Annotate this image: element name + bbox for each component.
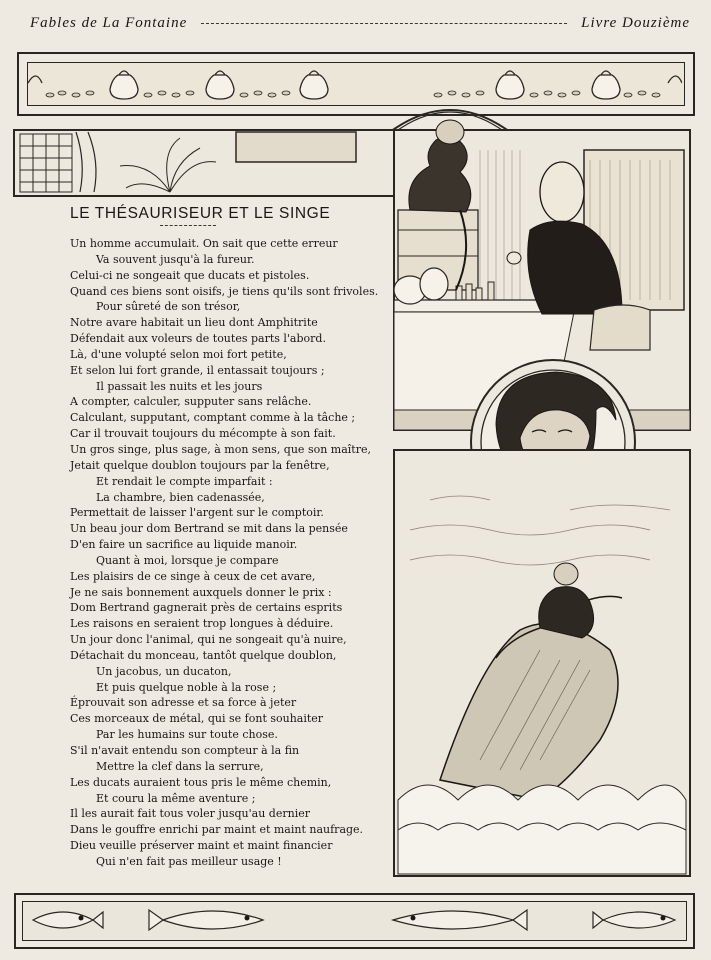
- verse-line: Par les humains sur toute chose.: [96, 728, 278, 742]
- verse-line: Un homme accumulait. On sait que cette erreur: [70, 237, 338, 250]
- verse-line: Car il trouvait toujours du mécompte à son fait.: [70, 427, 336, 441]
- verse-line: Notre avare habitait un lieu dont Amphitrite: [70, 316, 318, 330]
- bottom-ornament-band: [14, 893, 695, 949]
- verse-line: Les ducats auraient tous pris le même chemin,: [70, 775, 332, 789]
- verse-line: Un jacobus, un ducaton,: [96, 664, 232, 678]
- fable-text-block: [60, 205, 390, 870]
- verse-line: Détachait du monceau, tantôt quelque doublon,: [70, 648, 337, 662]
- verse-line: Va souvent jusqu'à la fureur.: [96, 252, 255, 266]
- verse-line: Dans le gouffre enrichi par maint et maint naufrage.: [70, 823, 364, 837]
- header-volume-title: Livre Douzième: [581, 14, 690, 31]
- verse-line: Et puis quelque noble à la rose ;: [96, 680, 277, 694]
- verse-list: [60, 236, 390, 870]
- verse-line: D'en faire un sacrifice au liquide manoir.: [70, 538, 298, 552]
- armchair-icon: [590, 305, 650, 350]
- verse-line: Calculant, supputant, comptant comme à la tâche ;: [70, 411, 356, 425]
- fish-frieze: [22, 901, 687, 941]
- verse-line: Et selon lui fort grande, il entassait toujours ;: [70, 363, 325, 377]
- verse-line: Qui n'en fait pas meilleur usage !: [96, 854, 282, 868]
- running-header: [30, 12, 690, 34]
- verse-line: Quand ces biens sont oisifs, je tiens qu'ils sont frivoles.: [70, 284, 379, 298]
- verse-line: Celui-ci ne songeait que ducats et pistoles.: [70, 268, 310, 282]
- verse-line: Dieu veuille préserver maint et maint financier: [70, 839, 333, 853]
- verse-line: Un gros singe, plus sage, à mon sens, que son maître,: [70, 442, 371, 456]
- verse-line: La chambre, bien cadenassée,: [96, 490, 265, 504]
- verse-line: Un jour donc l'animal, qui ne songeait qu'à nuire,: [70, 633, 347, 647]
- verse-line: Il passait les nuits et les jours: [96, 379, 263, 393]
- verse-line: Là, d'une volupté selon moi fort petite,: [70, 347, 287, 361]
- header-book-title: Fables de La Fontaine: [30, 14, 188, 31]
- verse-line: Mettre la clef dans la serrure,: [96, 759, 264, 773]
- verse-line: Et couru la même aventure ;: [96, 791, 256, 805]
- fish-icon: [33, 912, 93, 928]
- wall-painting-icon: [236, 132, 356, 162]
- verse-line: Ces morceaux de métal, qui se font souhaiter: [70, 712, 324, 726]
- verse-line: Jetait quelque doublon toujours par la fenêtre,: [70, 458, 330, 472]
- fish-icon: [393, 911, 513, 929]
- verse-line: Défendait aux voleurs de toutes parts l'abord.: [70, 332, 326, 346]
- verse-line: Quant à moi, lorsque je compare: [96, 553, 279, 567]
- fable-title: LE THÉSAURISEUR ET LE SINGE: [70, 205, 331, 222]
- verse-line: Il les aurait fait tous voler jusqu'au dernier: [70, 807, 310, 821]
- verse-line: A compter, calculer, supputer sans relâche.: [70, 395, 312, 409]
- verse-line: Les plaisirs de ce singe à ceux de cet avare,: [70, 569, 316, 583]
- verse-line: Un beau jour dom Bertrand se mit dans la pensée: [70, 522, 348, 536]
- verse-line: Pour sûreté de son trésor,: [96, 300, 241, 314]
- verse-line: Les raisons en seraient trop longues à déduire.: [70, 617, 334, 631]
- header-dashed-rule: [201, 23, 567, 24]
- verse-line: Permettait de laisser l'argent sur le comptoir.: [70, 506, 324, 520]
- verse-line: S'il n'avait entendu son compteur à la fin: [70, 744, 300, 757]
- verse-line: Éprouvait son adresse et sa force à jeter: [70, 696, 297, 710]
- verse-line: Je ne sais bonnement auxquels donner le prix :: [70, 585, 332, 599]
- title-dashed-rule: [160, 225, 216, 226]
- verse-line: Et rendait le compte imparfait :: [96, 474, 273, 488]
- sea-waves-icon: [398, 785, 686, 874]
- verse-line: Dom Bertrand gagnerait près de certains esprits: [70, 601, 343, 615]
